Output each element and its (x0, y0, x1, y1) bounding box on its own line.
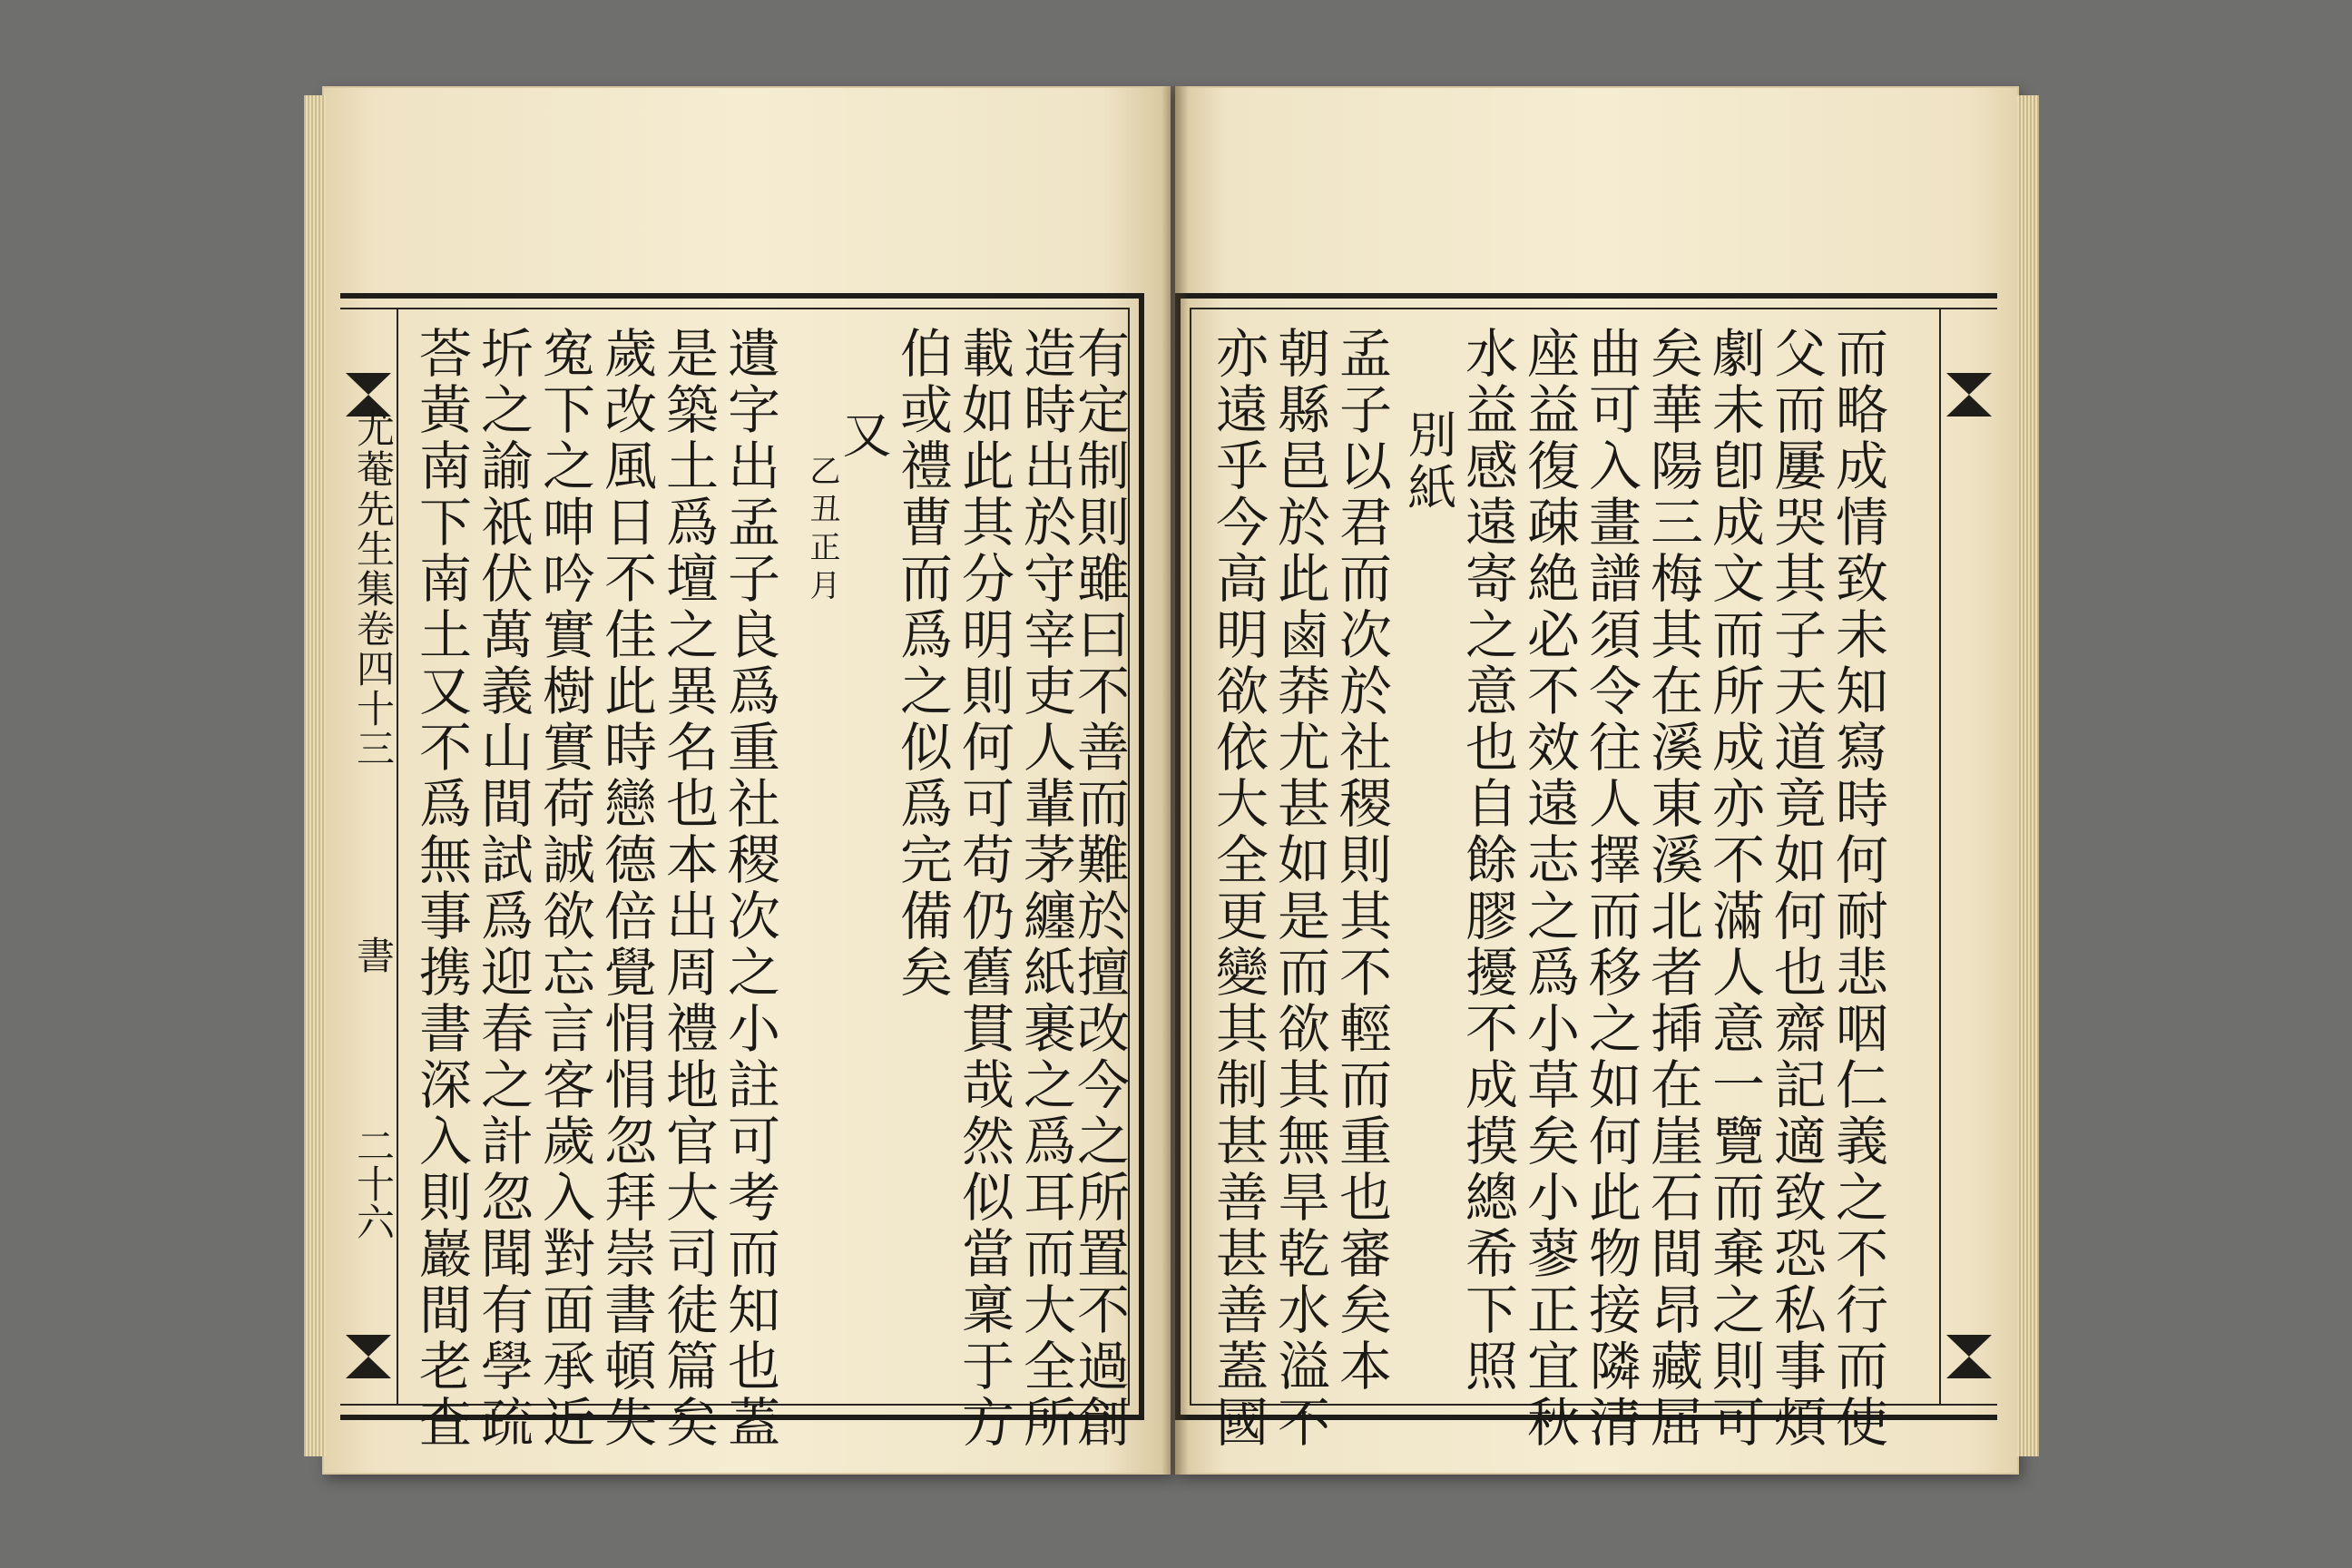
lower-fish-tail-icon (1946, 1335, 1992, 1378)
text-column: 而略成情致未知寫時何耐悲咽仁義之不行而使 (1827, 326, 1888, 1451)
left-page-frame (340, 293, 1144, 1451)
right-fold-column (1939, 309, 1997, 1404)
text-column: 伯或禮曹而爲之似爲完備矣 (891, 326, 953, 1001)
page-number: 二十六 (351, 1126, 396, 1240)
text-column: 曲可入畫譜須令往人擇而移之如何此物接隣清 (1580, 326, 1642, 1451)
right-page-edges (2017, 95, 2039, 1456)
text-column: 父而屢哭其子天道竟如何也齋記適致恐私事煩 (1765, 326, 1827, 1451)
text-column: 孟子以君而次於社稷則其不輕而重也審矣本 (1330, 326, 1392, 1395)
letter-date: 乙丑正月 (804, 455, 840, 607)
text-column: 有定制則雖曰不善而難於擅改今之所置不過創 (1068, 326, 1130, 1451)
text-column: 朝縣邑於此鹵莽尤甚如是而欲其無旱乾水溢不 (1269, 326, 1330, 1451)
text-column: 圻之諭祇伏萬義山間試爲迎春之計忽聞有學疏 (472, 326, 534, 1451)
right-page-text-block (1190, 308, 1997, 1451)
right-page (1175, 86, 2019, 1475)
appendix-heading: 別紙 (1400, 409, 1457, 514)
open-book (322, 86, 2019, 1475)
text-column: 寃下之呻吟實樹實荷誠欲忘言客歲入對面承近 (534, 326, 595, 1451)
text-column: 歲改風日不佳此時戀德倍覺悁悁忽拜崇書頓失 (595, 326, 657, 1451)
text-column: 劇未卽成文而所成亦不滿人意一覽而棄之則可 (1703, 326, 1765, 1451)
upper-fish-tail-icon (1946, 373, 1992, 416)
text-column: 亦遠乎今高明欲依大全更變其制甚善甚善蓋國 (1207, 326, 1269, 1451)
text-column: 水益感遠寄之意也自餘膠擾不成摸總希下照 (1456, 326, 1518, 1395)
text-column: 載如此其分明則何可苟仍舊貫哉然似當稟于方 (953, 326, 1014, 1451)
text-column: 荅黃南下南土又不爲無事携書深入則巖間老査 (410, 326, 472, 1451)
left-page-edges (304, 95, 326, 1456)
fold-column (340, 309, 398, 1404)
section-label: 書 (351, 936, 396, 974)
text-column: 造時出於守宰吏人輩茅纏紙裹之爲耳而大全所 (1014, 326, 1076, 1451)
text-column: 矣華陽三梅其在溪東溪北者揷在崖石間昂藏屈 (1642, 326, 1703, 1451)
left-page-text-block (340, 308, 1130, 1451)
left-page (322, 86, 1171, 1475)
text-column: 座益復疎絶必不效遠志之爲小草矣小蓼正宜秋 (1518, 326, 1580, 1451)
letter-heading: 又 (835, 409, 892, 462)
right-page-frame (1175, 293, 1997, 1451)
text-column: 是築土爲壇之異名也本出周禮地官大司徒篇矣 (657, 326, 719, 1451)
book-spine (1161, 86, 1189, 1475)
lower-fish-tail-icon (346, 1335, 391, 1378)
text-column: 遺字出孟子良爲重社稷次之小註可考而知也蓋 (719, 326, 780, 1451)
book-title-label: 尤菴先生集卷四十三 (351, 409, 396, 769)
